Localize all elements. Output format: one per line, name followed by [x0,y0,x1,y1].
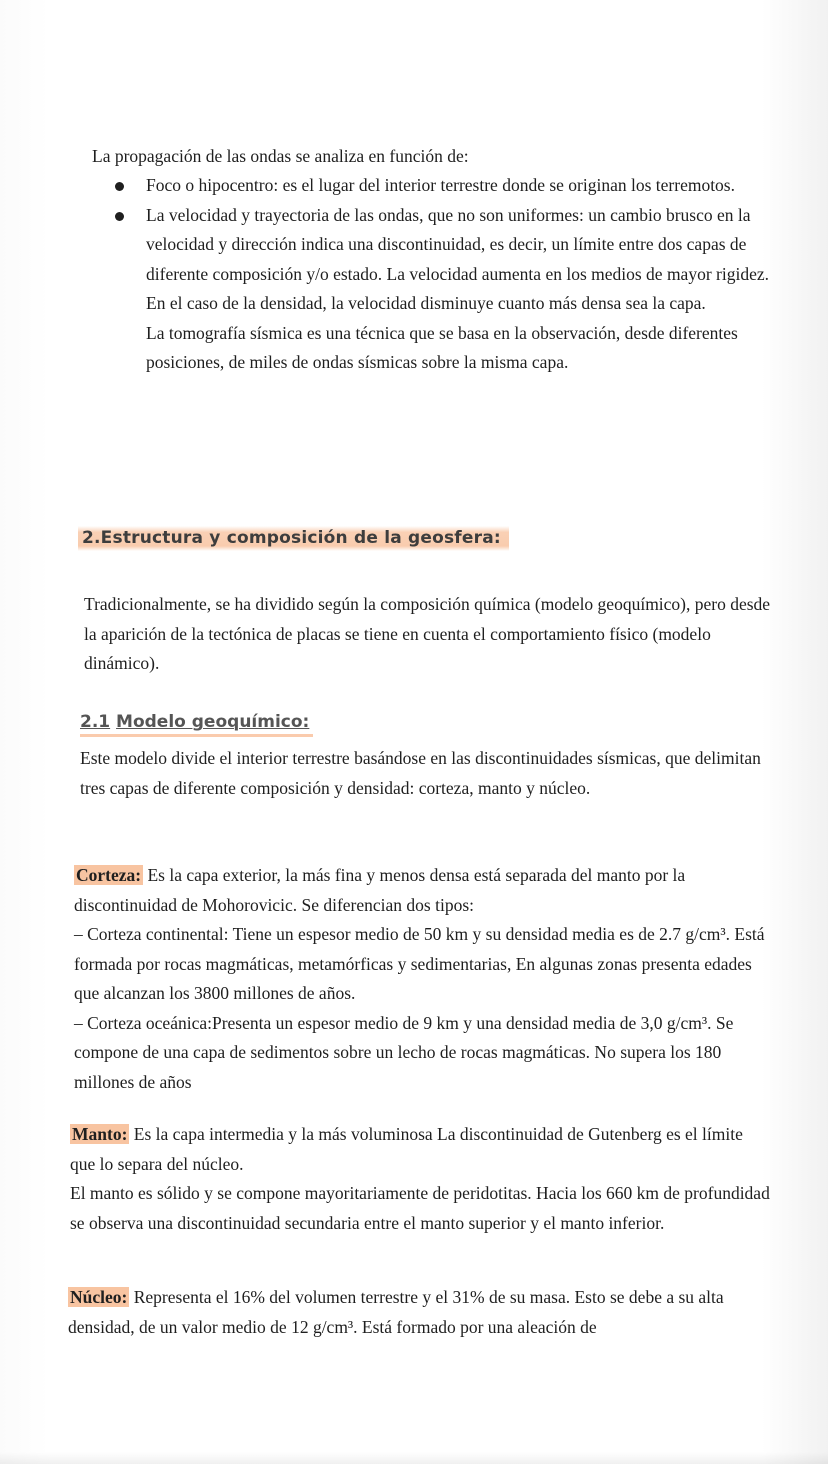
subsection-text: Modelo geoquímico: [116,712,310,732]
intro-text: La propagación de las ondas se analiza en función de: [92,146,469,166]
bullet-text: La velocidad y trayectoria de las ondas, que no son uniformes: un cambio brusco en la velocidad y dirección indica una discontinuidad, es decir, un límite entre dos capas de diferente composición y/o estado. La velocidad aumenta en los medios de mayor rigidez. [146,204,769,284]
nucleo-block [68,1283,768,1342]
bullet-dot-icon [115,212,124,221]
section-title: 2.Estructura y composición de la geosfera: [78,526,509,551]
section-paragraph: Tradicionalmente, se ha dividido según la composición química (modelo geoquímico), pero desde la aparición de la tectónica de placas se tiene en cuenta el comportamiento físico (modelo dinámico). [84,594,771,673]
corteza-block [74,861,774,1097]
bullet-text: Foco o hipocentro: es el lugar del interior terrestre donde se originan los terremotos. [146,175,735,195]
corteza-continental: – Corteza continental: Tiene un espesor medio de 50 km y su densidad media es de 2.7 g/cm³. Está formada por rocas magmáticas, metamórficas y sedimentarias, En algunas zonas presenta edades que alcanzan los 3800 millones de años. [74,924,765,1003]
manto-block [70,1120,770,1238]
manto-detail: El manto es sólido y se compone mayoritariamente de peridotitas. Hacia los 660 km de profundidad se observa una discontinuidad secundaria entre el manto superior y el manto inferior. [70,1183,770,1233]
corteza-intro [74,861,774,920]
bullet-dot-icon [115,182,124,191]
corteza-label: Corteza: [76,865,142,885]
bullet-item-velocidad [108,201,788,378]
bullet-list [108,171,788,378]
manto-intro-text: Es la capa intermedia y la más voluminosa La discontinuidad de Gutenberg es el límite que lo separa del núcleo. [70,1124,743,1174]
manto-intro [70,1120,770,1179]
bullet-text: La tomografía sísmica es una técnica que se basa en la observación, desde diferentes posiciones, de miles de ondas sísmicas sobre la misma capa. [146,322,738,372]
subsection-number: 2.1 [80,712,111,732]
corteza-oceanica: – Corteza oceánica:Presenta un espesor medio de 9 km y una densidad media de 3,0 g/cm³. Se compone de una capa de sedimentos sobre un lecho de rocas magmáticas. No supera los 180 millones de años [74,1012,734,1092]
bullet-item-foco [108,171,788,201]
subsection-title [80,712,313,737]
bullet-text: En el caso de la densidad, la velocidad disminuye cuanto más densa sea la capa. [146,293,706,313]
nucleo-intro-text: Representa el 16% del volumen terrestre y el 31% de su masa. Esto se debe a su alta densidad, de un valor medio de 12 g/cm³. Está formado por una aleación de [68,1287,724,1337]
corteza-intro-text: Es la capa exterior, la más fina y menos densa está separada del manto por la discontinuidad de Mohorovicic. Se diferencian dos tipos: [74,865,686,915]
manto-label: Manto: [72,1124,128,1144]
nucleo-intro [68,1283,768,1342]
nucleo-label: Núcleo: [70,1287,128,1307]
subsection-paragraph: Este modelo divide el interior terrestre basándose en las discontinuidades sísmicas, que delimitan tres capas de diferente composición y densidad: corteza, manto y núcleo. [80,748,761,798]
